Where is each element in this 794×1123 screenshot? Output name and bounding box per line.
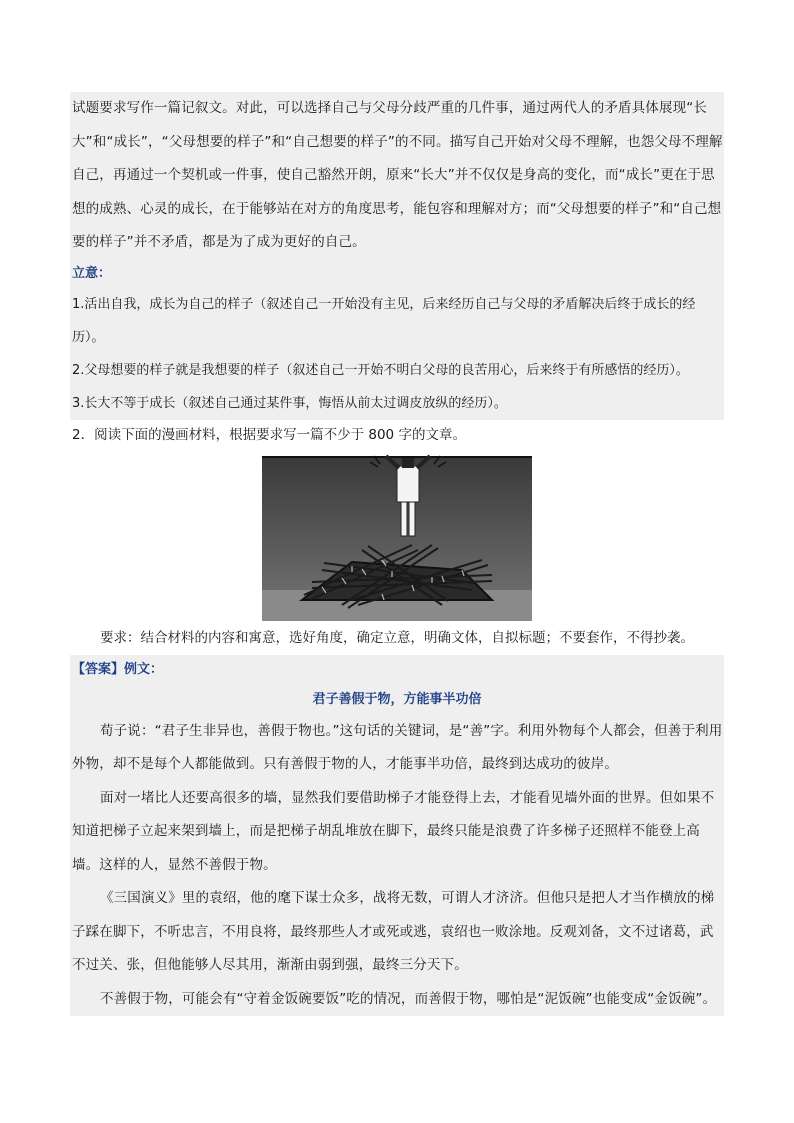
comic-wall-ladders-image <box>262 450 532 621</box>
idea-item-3: 3.长大不等于成长（叙述自己通过某件事，悔悟从前太过调皮放纵的经历）。 <box>72 395 507 411</box>
comic-figure <box>262 450 532 621</box>
essay-paragraph-3: 《三国演义》里的袁绍，他的麾下谋士众多，战将无数，可谓人才济济。但他只是把人才当作横放的梯子踩在脚下，不听忠言，不用良将，最终那些人才或死或逃，袁绍也一败涂地。反观刘备，文不过诸葛，武不过关、张，但他能够人尽其用，渐渐由弱到强，最终三分天下。 <box>72 890 715 973</box>
essay-paragraph-4: 不善假于物，可能会有“守着金饭碗要饭”吃的情况，而善假于物，哪怕是“泥饭碗”也能变成“金饭碗”。 <box>100 990 717 1007</box>
requirement-text: 要求：结合材料的内容和寓意，选好角度，确定立意，明确文体，自拟标题；不要套作，不得抄袭。 <box>100 629 694 646</box>
essay-paragraph-1: 荀子说：“君子生非异也，善假于物也。”这句话的关键词，是“善”字。利用外物每个人都会，但善于利用外物，却不是每个人都能做到。只有善假于物的人，才能事半功倍，最终到达成功的彼岸。 <box>72 722 723 772</box>
essay-title: 君子善假于物，方能事半功倍 <box>312 691 482 707</box>
question-2: 2．阅读下面的漫画材料，根据要求写一篇不少于 800 字的文章。 <box>72 426 466 443</box>
answer-label: 【答案】例文： <box>72 661 164 677</box>
idea-item-2: 2.父母想要的样子就是我想要的样子（叙述自己一开始不明白父母的良苦用心，后来终于有所感悟的经历）。 <box>72 362 689 378</box>
document-page <box>70 92 724 1016</box>
essay-paragraph-2: 面对一堵比人还要高很多的墙，显然我们要借助梯子才能登得上去，才能看见墙外面的世界。但如果不知道把梯子立起来架到墙上，而是把梯子胡乱堆放在脚下，最终只能是浪费了许多梯子还照样不能登上高墙。这样的人，显然不善假于物。 <box>72 789 715 873</box>
intro-paragraph: 试题要求写作一篇记叙文。对此，可以选择自己与父母分歧严重的几件事，通过两代人的矛盾具体展现“长大”和“成长”，“父母想要的样子”和“自己想要的样子”的不同。描写自己开始对父母不理解，也怨父母不理解自己，再通过一个契机或一件事，使自己豁然开朗，原来“长大”并不仅仅是身高的变化，而“成长”更在于思想的成熟、心灵的成长，在于能够站在对方的角度思考，能包容和理解对方；而“父母想要的样子”和“自己想要的样子”并不矛盾，都是为了成为更好的自己。 <box>72 100 723 250</box>
intro-block <box>70 92 724 420</box>
idea-item-1: 1.活出自我，成长为自己的样子（叙述自己一开始没有主见，后来经历自己与父母的矛盾解决后终于成长的经历）。 <box>72 296 696 345</box>
answer-block <box>70 655 724 1017</box>
ideas-heading: 立意： <box>72 265 112 281</box>
